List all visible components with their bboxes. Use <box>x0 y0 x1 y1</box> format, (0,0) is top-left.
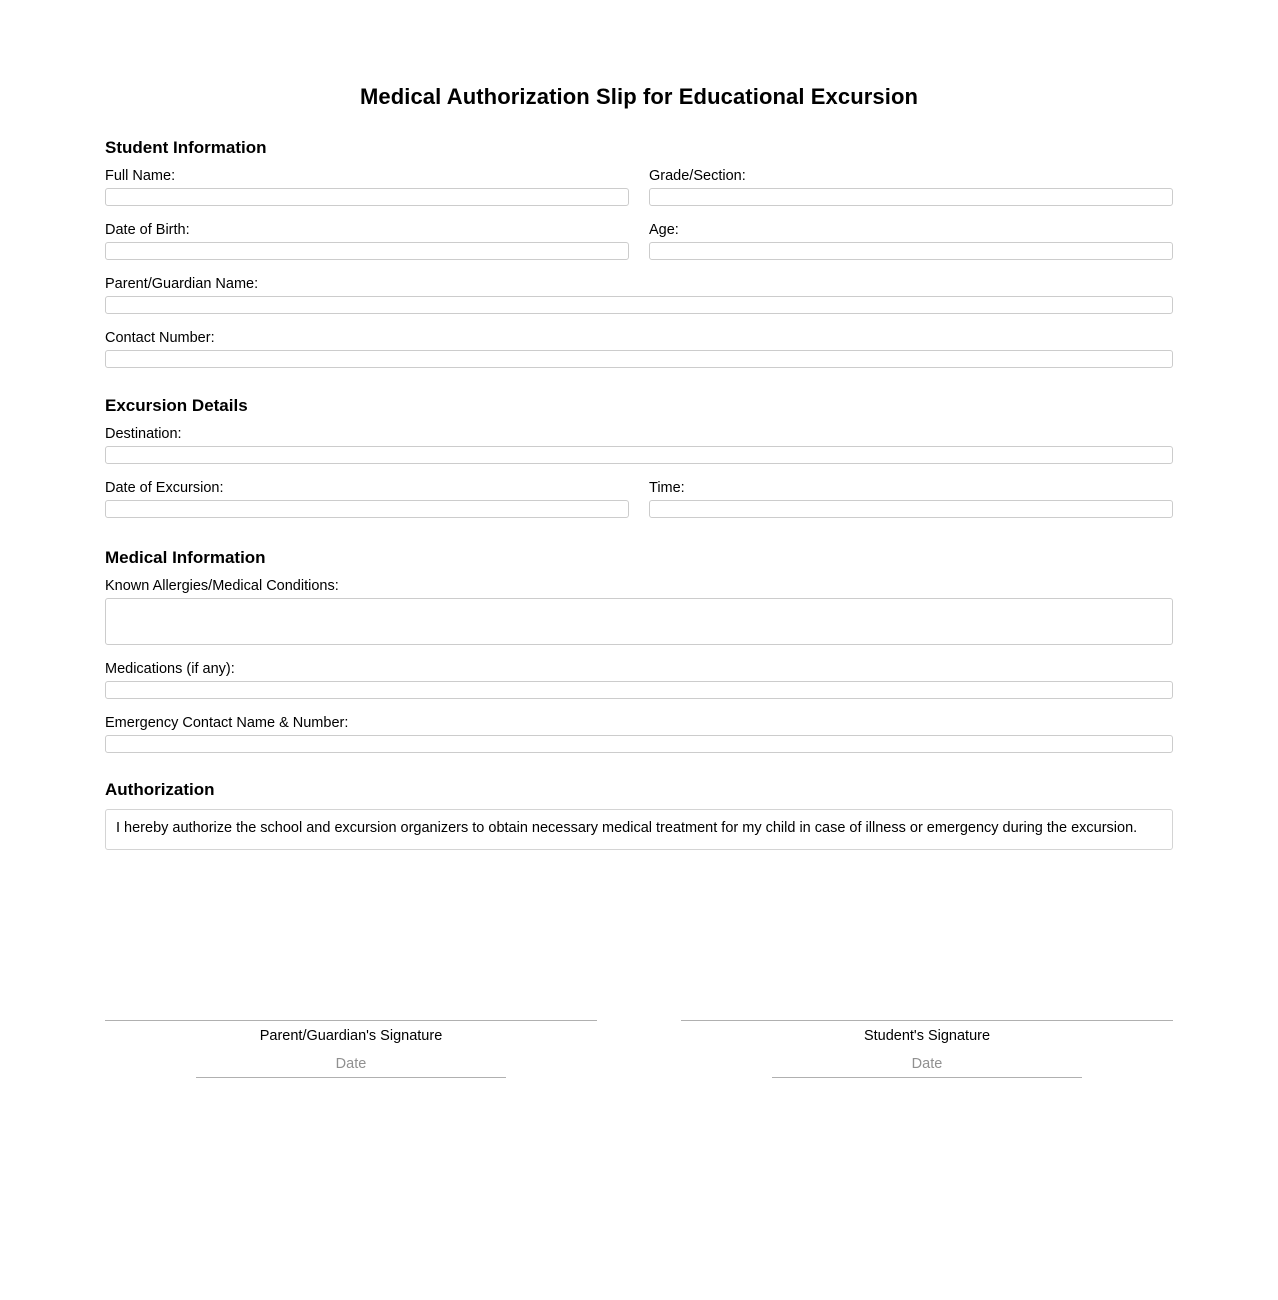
date-line-parent-guardian[interactable] <box>196 1077 506 1078</box>
signature-block-parent-guardian <box>105 1020 597 1078</box>
signature-line-student[interactable] <box>681 1020 1173 1021</box>
field-group-date-of-birth <box>105 221 629 260</box>
field-group-grade-section <box>649 167 1173 206</box>
parent-guardian-name-input[interactable] <box>105 296 1173 314</box>
section-heading-student-information: Student Information <box>105 138 267 157</box>
age-input[interactable] <box>649 242 1173 260</box>
section-heading-medical-information: Medical Information <box>105 548 266 567</box>
label-parent-guardian-name: Parent/Guardian Name: <box>105 276 259 292</box>
date-label-parent-guardian: Date <box>335 1056 367 1072</box>
field-group-allergies <box>105 577 1173 645</box>
signature-block-student <box>681 1020 1173 1078</box>
field-group-date-of-excursion <box>105 479 629 518</box>
row-excursion-date-time <box>105 479 1173 518</box>
medications-input[interactable] <box>105 681 1173 699</box>
known-allergies-textarea[interactable] <box>105 598 1173 645</box>
form-content <box>105 138 1173 850</box>
label-date-of-excursion: Date of Excursion: <box>105 480 224 496</box>
label-known-allergies: Known Allergies/Medical Conditions: <box>105 578 339 594</box>
label-grade-section: Grade/Section: <box>649 168 746 184</box>
emergency-contact-input[interactable] <box>105 735 1173 753</box>
destination-input[interactable] <box>105 446 1173 464</box>
date-of-birth-input[interactable] <box>105 242 629 260</box>
field-group-full-name <box>105 167 629 206</box>
field-group-emergency-contact <box>105 714 1173 753</box>
label-full-name: Full Name: <box>105 168 176 184</box>
field-group-time <box>649 479 1173 518</box>
label-time: Time: <box>649 480 685 496</box>
grade-section-input[interactable] <box>649 188 1173 206</box>
label-medications: Medications (if any): <box>105 661 235 677</box>
row-name-grade <box>105 167 1173 206</box>
label-destination: Destination: <box>105 426 182 442</box>
authorization-statement: I hereby authorize the school and excursion organizers to obtain necessary medical treatment for my child in case of illness or emergency during the excursion. <box>105 809 1173 850</box>
date-line-student[interactable] <box>772 1077 1082 1078</box>
field-group-medications <box>105 660 1173 699</box>
row-dob-age <box>105 221 1173 260</box>
label-date-of-birth: Date of Birth: <box>105 222 190 238</box>
field-group-contact-number <box>105 329 1173 368</box>
label-age: Age: <box>649 222 679 238</box>
date-of-excursion-input[interactable] <box>105 500 629 518</box>
field-group-parent-guardian-name <box>105 275 1173 314</box>
field-group-destination <box>105 425 1173 464</box>
label-emergency-contact: Emergency Contact Name & Number: <box>105 715 349 731</box>
field-group-age <box>649 221 1173 260</box>
time-input[interactable] <box>649 500 1173 518</box>
signature-area <box>105 1020 1173 1078</box>
label-contact-number: Contact Number: <box>105 330 215 346</box>
full-name-input[interactable] <box>105 188 629 206</box>
section-heading-excursion-details: Excursion Details <box>105 396 248 415</box>
signature-label-student: Student's Signature <box>863 1028 991 1044</box>
date-label-student: Date <box>911 1056 943 1072</box>
page-title: Medical Authorization Slip for Educational Excursion <box>359 84 919 109</box>
section-heading-authorization: Authorization <box>105 780 215 799</box>
contact-number-input[interactable] <box>105 350 1173 368</box>
signature-line-parent-guardian[interactable] <box>105 1020 597 1021</box>
signature-label-parent-guardian: Parent/Guardian's Signature <box>259 1028 443 1044</box>
